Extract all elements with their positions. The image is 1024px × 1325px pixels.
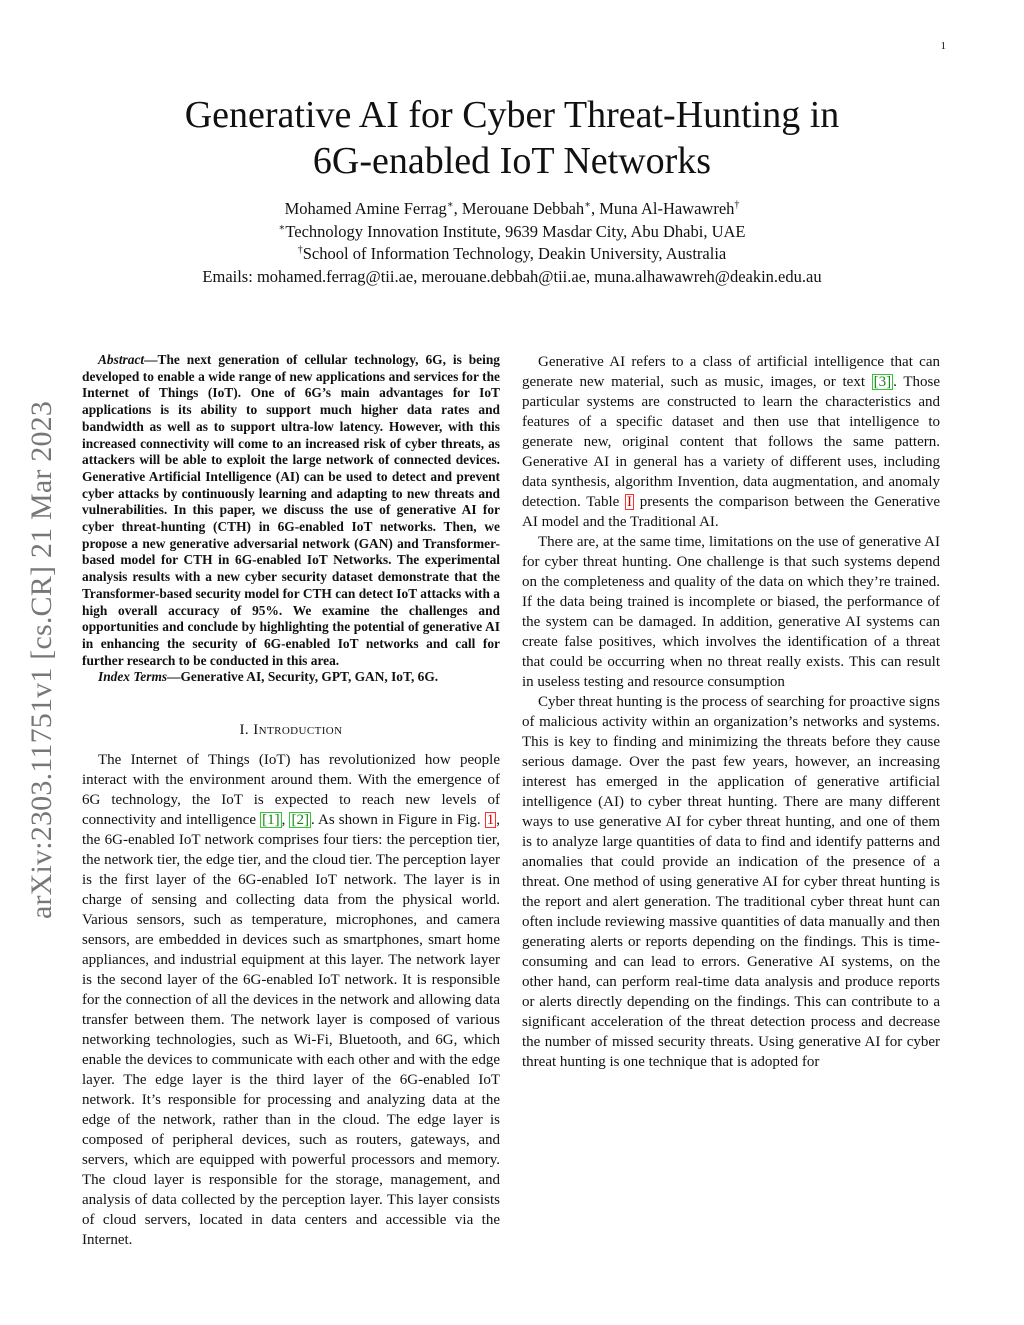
figure-link[interactable]: 1 bbox=[486, 812, 495, 829]
abstract bbox=[82, 352, 500, 669]
affiliation-1: ∗Technology Innovation Institute, 9639 Masdar City, Abu Dhabi, UAE bbox=[278, 221, 746, 241]
title-line-2: 6G-enabled IoT Networks bbox=[312, 140, 712, 182]
author-block bbox=[100, 198, 924, 288]
intro-paragraph-2: Generative AI refers to a class of artificial intelligence that can generate new material, such as music, images, or text [3] . Those particular systems are constructed to learn the characteristics and features of a specific dataset and then use that intelligence to generate new, original content that follows the same pattern. Generative AI in general has a variety of different uses, including data synthesis, algorithm Invention, data augmentation, and anomaly detection. Table I presents the comparison between the Generative AI model and the Traditional AI. bbox=[522, 354, 940, 530]
index-terms-text: —Generative AI, Security, GPT, GAN, IoT, 6G. bbox=[167, 669, 439, 685]
citation-link[interactable]: [2] bbox=[291, 812, 309, 829]
citation-link[interactable]: [1] bbox=[262, 812, 280, 829]
section-heading-introduction: I. Introduction bbox=[239, 722, 343, 739]
arxiv-identifier: arXiv:2303.11751v1 [cs.CR] 21 Mar 2023 bbox=[25, 400, 58, 920]
paper-title bbox=[100, 92, 924, 184]
abstract-label: Abstract bbox=[98, 352, 145, 367]
right-column bbox=[522, 352, 940, 1072]
affiliation-2: †School of Information Technology, Deakin University, Australia bbox=[297, 244, 727, 263]
left-column bbox=[82, 352, 500, 1250]
author-names: Mohamed Amine Ferrag∗, Merouane Debbah∗, Muna Al-Hawawreh† bbox=[284, 199, 740, 218]
page-number: 1 bbox=[940, 40, 946, 52]
intro-paragraph-3: There are, at the same time, limitations on the use of generative AI for cyber threat hunting. One challenge is that such systems depend on the completeness and quality of the data on which they’re trained. If the data being trained is incomplete or biased, the performance of the system can be damaged. In addition, generative AI systems can create false positives, which involves the identification of a threat that could be occurring when no threat really exists. This can result in useless testing and resource consumption bbox=[522, 534, 940, 690]
intro-paragraph-1: The Internet of Things (IoT) has revolutionized how people interact with the environment around them. With the emergence of 6G technology, the IoT is expected to reach new levels of connectivity and intelligence [1] , [2] . As shown in Figure in Fig. 1 , the 6G-enabled IoT network comprises four tiers: the perception tier, the network tier, the edge tier, and the cloud tier. The perception layer is the first layer of the 6G-enabled IoT network. The layer is in charge of sensing and collecting data from the physical world. Various sensors, such as temperature, microphones, and camera sensors, are embedded in devices such as smartphones, smart home appliances, and industrial equipment at this layer. The network layer is the second layer of the 6G-enabled IoT network. It is responsible for the connection of all the devices in the network and allowing data transfer between them. The network layer is composed of various networking technologies, such as Wi-Fi, Bluetooth, and 6G, which enable the devices to communicate with each other and with the edge layer. The edge layer is the third layer of the 6G-enabled IoT network. It’s responsible for processing and analyzing data at the edge of the network, rather than in the cloud. The edge layer is composed of peripheral devices, such as routers, gateways, and servers, which are equipped with powerful processors and memory. The cloud layer is responsible for the storage, management, and analysis of data collected by the perception layer. This layer consists of cloud servers, located in data centers and accessible via the Internet. bbox=[82, 752, 500, 1249]
arxiv-sidebar bbox=[22, 352, 62, 968]
intro-paragraph-4: Cyber threat hunting is the process of searching for proactive signs of malicious activity within an organization’s networks and systems. This is key to finding and minimizing the threats before they cause serious damage. Over the past few years, however, an increasing interest has emerged in the application of generative artificial intelligence (AI) to cyber threat hunting. There are many different ways to use generative AI for cyber threat hunting, and one of them is to analyze large quantities of data to find and identify patterns and anomalies that could provide an indication of the presence of a threat. One method of using generative AI for cyber threat hunting is the report and alert generation. The traditional cyber threat hunt can often include reviewing massive quantities of data manually and then generating alerts or reports depending on the findings. This is time-consuming and can lead to errors. Generative AI systems, on the other hand, can perform real-time data analysis and produce reports or alerts directly depending on the findings. This can contribute to a significant acceleration of the threat detection process and decrease the number of missed security threats. Using generative AI for cyber threat hunting is one technique that is adopted for bbox=[522, 694, 940, 1070]
index-terms-label: Index Terms bbox=[98, 669, 168, 685]
table-link[interactable]: I bbox=[627, 494, 633, 510]
author-emails: Emails: mohamed.ferrag@tii.ae, merouane.debbah@tii.ae, muna.alhawawreh@deakin.edu.au bbox=[202, 266, 822, 286]
citation-link[interactable]: [3] bbox=[873, 374, 892, 390]
index-terms bbox=[82, 669, 500, 686]
title-line-1: Generative AI for Cyber Threat-Hunting in bbox=[184, 94, 840, 136]
abstract-text: —The next generation of cellular technology, 6G, is being developed to enable a wide range of new applications and services for the Internet of Things (IoT). One of 6G’s main advantages for IoT applications is its ability to support much higher data rates and bandwidth as well as to support ultra-low latency. However, with this increased connectivity will come to an increased risk of cyber threats, as attackers will be able to exploit the large network of connected devices. Generative Artificial Intelligence (AI) can be used to detect and prevent cyber attacks by continuously learning and adapting to new threats and vulnerabilities. In this paper, we discuss the use of generative AI for cyber threat-hunting (CTH) in 6G-enabled IoT networks. Then, we propose a new generative adversarial network (GAN) and Transformer-based model for CTH in 6G-enabled IoT Networks. The experimental analysis results with a new cyber security dataset demonstrate that the Transformer-based security model for CTH can detect IoT attacks with a high overall accuracy of 95%. We examine the challenges and opportunities and conclude by highlighting the potential of generative AI in enhancing the security of 6G-enabled IoT networks and call for further research to be conducted in this area. bbox=[82, 352, 500, 668]
